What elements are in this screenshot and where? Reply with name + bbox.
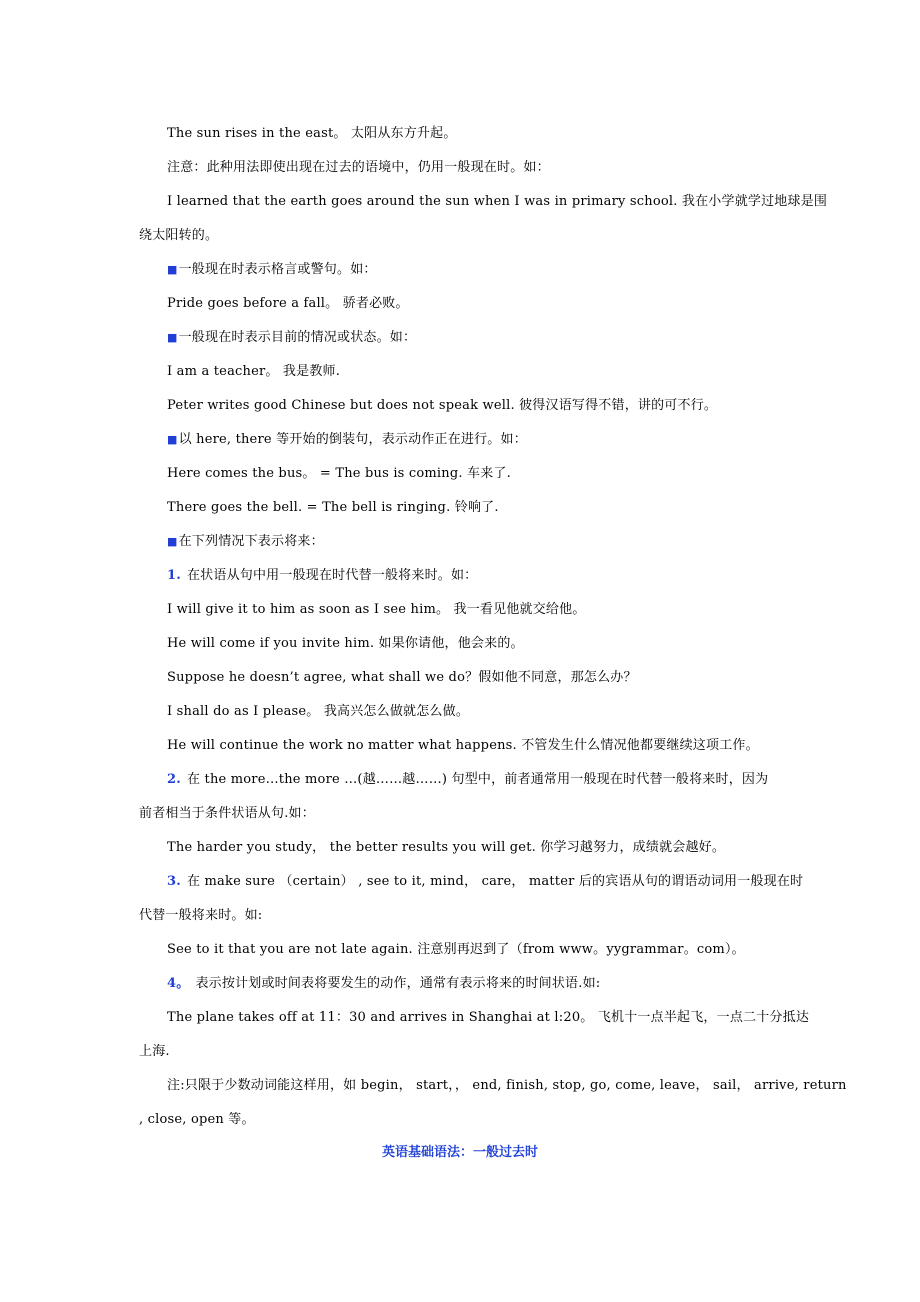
section-heading: 英语基础语法：一般过去时 (381, 1145, 538, 1160)
point-text-continued: 前者相当于条件状语从句.如： (139, 806, 315, 821)
bullet-point (167, 533, 324, 551)
bullet-text: 一般现在时表示目前的情况或状态。如： (178, 330, 417, 345)
example-sentence-continued: 上海. (139, 1044, 170, 1059)
example-sentence: He will come if you invite him. 如果你请他，他会来的。 (167, 636, 524, 651)
example-sentence: I learned that the earth goes around the sun when I was in primary school. 我在小学就学过地球是围 (167, 194, 828, 209)
point-text: 表示按计划或时间表将要发生的动作，通常有表示将来的时间状语.如: (195, 976, 601, 991)
bullet-point (167, 261, 377, 279)
example-sentence: Peter writes good Chinese but does not speak well. 彼得汉语写得不错，讲的可不行。 (167, 398, 718, 413)
numbered-point (167, 873, 803, 891)
bullet-text: 一般现在时表示格言或警句。如： (178, 262, 377, 277)
bullet-point (167, 329, 416, 347)
example-sentence: Here comes the bus。 = The bus is coming. 车来了. (167, 466, 511, 481)
example-sentence: There goes the bell. = The bell is ringing. 铃响了. (167, 500, 499, 515)
square-bullet-icon: ■ (167, 535, 178, 548)
square-bullet-icon: ■ (167, 331, 178, 344)
point-text-continued: 代替一般将来时。如: (139, 908, 263, 923)
note-line-continued: , close, open 等。 (139, 1112, 255, 1127)
point-number: 4。 (167, 976, 190, 991)
example-sentence: The plane takes off at 11：30 and arrives in Shanghai at l:20。 飞机十一点半起飞，一点二十分抵达 (167, 1010, 810, 1025)
point-number: 3. (167, 874, 181, 889)
example-sentence: I will give it to him as soon as I see him。 我一看见他就交给他。 (167, 602, 586, 617)
example-sentence-continued: 绕太阳转的。 (139, 228, 219, 243)
example-sentence: See to it that you are not late again. 注意别再迟到了（from www。yygrammar。com）。 (167, 942, 745, 957)
example-sentence: I am a teacher。 我是教师. (167, 364, 341, 379)
numbered-point (167, 771, 768, 789)
numbered-point (167, 975, 600, 993)
point-number: 2. (167, 772, 181, 787)
point-text: 在 make sure （certain） , see to it, mind， care， matter 后的宾语从句的谓语动词用一般现在时 (186, 874, 804, 889)
square-bullet-icon: ■ (167, 263, 178, 276)
note-line: 注意：此种用法即使出现在过去的语境中，仍用一般现在时。如： (167, 160, 550, 175)
example-sentence: He will continue the work no matter what happens. 不管发生什么情况他都要继续这项工作。 (167, 738, 759, 753)
bullet-text: 以 here, there 等开始的倒装句，表示动作正在进行。如： (178, 432, 527, 447)
note-line: 注:只限于少数动词能这样用，如 begin， start，， end, finish, stop, go, come, leave， sail， arrive, return (167, 1078, 847, 1093)
bullet-point (167, 431, 527, 449)
example-sentence: Suppose he doesn’t agree, what shall we do？假如他不同意，那怎么办？ (167, 670, 637, 685)
example-sentence: The harder you study， the better results you will get. 你学习越努力，成绩就会越好。 (167, 840, 726, 855)
square-bullet-icon: ■ (167, 433, 178, 446)
bullet-text: 在下列情况下表示将来： (178, 534, 324, 549)
example-sentence: Pride goes before a fall。 骄者必败。 (167, 296, 409, 311)
point-number: 1. (167, 568, 181, 583)
point-text: 在 the more…the more …(越……越……) 句型中，前者通常用一般现在时代替一般将来时，因为 (186, 772, 769, 787)
numbered-point (167, 567, 477, 585)
point-text: 在状语从句中用一般现在时代替一般将来时。如： (186, 568, 478, 583)
example-sentence: I shall do as I please。 我高兴怎么做就怎么做。 (167, 704, 470, 719)
example-sentence: The sun rises in the east。 太阳从东方升起。 (167, 126, 457, 141)
